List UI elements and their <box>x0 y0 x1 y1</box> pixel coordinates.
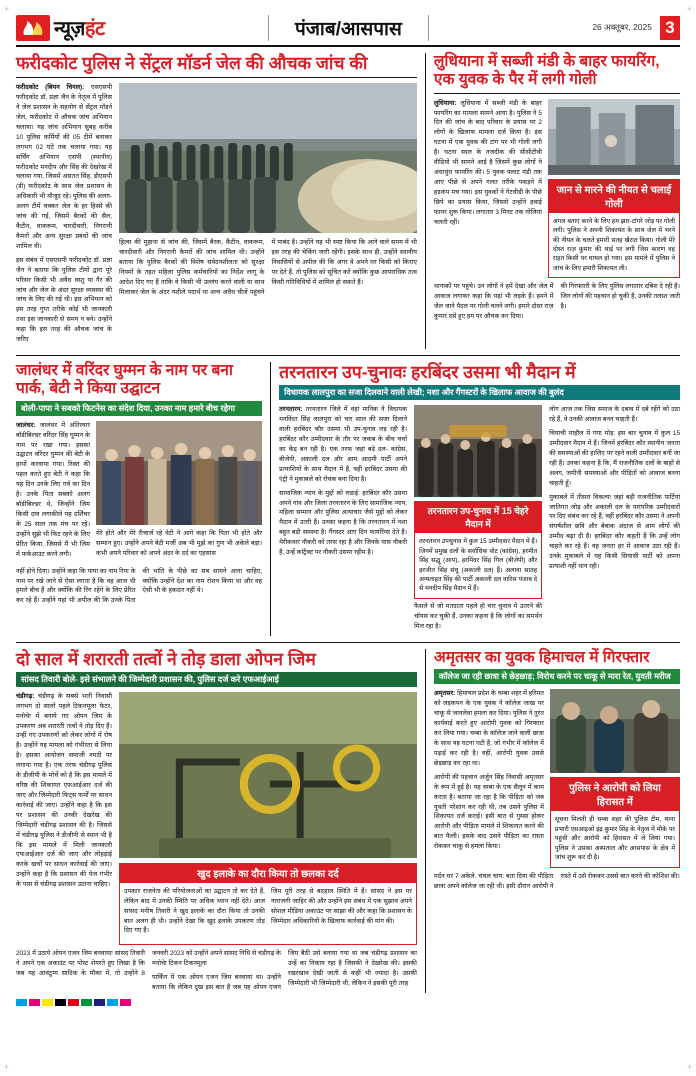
headline: दो साल में शरारती तत्वों ने तोड़ डाला ओपन जिम <box>16 648 316 669</box>
article-body-col <box>16 421 90 564</box>
body-para: 2023 में उठाये ओपन एजन जिम बनवायाः सांसद तिवारी ने अपने एक अकाउंट पर पोस्ट शेयरते हुए लिखा है कि जब यह आवंटुम्म सादिक के मौका में, तो उन्होंने 8 जनवरी 2023 को उन्होंने अपने सांसद निधि से चंडीगढ़ के मनोचेा टिकन टिकनमूला <box>16 950 281 978</box>
article-body-cols <box>16 567 262 607</box>
top-row <box>16 53 680 349</box>
headline: लुधियाना में सब्जी मंडी के बाहर फायरिंग, एक युवक के पैर में लगी गोली <box>433 53 660 88</box>
article-open-gym <box>16 649 417 993</box>
article-photo-broken-gym <box>119 692 417 858</box>
body-para: मेरे होते और मेरे रीचार्ज रहे वेटी ने आगे कहा कि पिता भी होते और सम्मान हुए। उन्होंने अपने बेटी मर्जी अब भी मुझे का गुण भी अकेले बड़ा। कभी अपने परिवार को अपने अंदर के दर्द का एहसास <box>96 529 263 557</box>
logo[interactable] <box>16 14 105 41</box>
article-body-col <box>96 529 262 559</box>
body-para: फैसले से जो मतदाता पहले हो चार चुनाव में उतरने की चॉयस कर चुकी हैं, उनका कहना है कि लोगों का समर्थन मिल रहा है। <box>414 602 543 630</box>
sub-headline-bar: कॉलेज जा रही छात्रा से छेड़छाड़; विरोध करने पर चाकू से मारा रेत, युवती मरीज <box>434 669 680 684</box>
body-para: जालंधर में अंतिरवार बॉडीबिल्डर वरिंदर सिंह घुम्मन के नाम पर रखा गया। इसका उद्घाटन वरिंदर घुम्मन की बेटी के हाथों करवाया गया। रिक्त की पहल करते हुए बेटी ने कहा कि यह दिन उनके लिए गर्व का दिन है। उनके पिता सबको अलग बॉडीबिल्डर थे, जिन्होंने जिम किसी दाव लगाकीले यह दर्शिचर के 25 साल तक मंच पर रहे। उन्होंने सुझे भी फिट रहने के लिए प्रेरित किया, जिससे मैं भी जिम में फर्कआउट करने लगी। <box>16 421 90 558</box>
color-registration-bar <box>16 999 680 1006</box>
bottom-row <box>16 649 680 993</box>
body-para: एसएसपी फरीदकोट डॉ. प्रज्ञा जैन के नेतृत्व में पुलिस ने जेल प्रशासन के सहयोग से सेंट्रल मॉडर्न जेल, फरीदकोट में औचक जांच अभियान चलाया। यह जांच अभियान सुबह करीब 10 पुलिस कर्मियों की 05 टीमें बनाकर लगभग 02 घंटे तक चलाया गया। यह सर्चिंग अभियान एसपी (स्थानीय) फरीदकोट मनदीप और सिंह की देखरेख में चलाया गया, जिसमें असतत सिंह, डीएसपी (डी) फरीदकोट के साथ जेल प्रशासन के अधिकारी भी मौजूद रहे। पुलिस की अलग-अलग टीमें चक्कर जेल के हर हिस्से की जांच की गई, जिसमें बैरकों की सैल, कैंटीन, वाकरूम, चारदीवारी, निगरानी कैमरों और अन्य सुरक्षा प्रबंधों की जांच शामिल थी। <box>16 84 112 250</box>
article-ludhiana-firing <box>434 53 680 349</box>
article-photo-cctv-still <box>548 99 680 175</box>
crop-mark: + <box>4 4 10 14</box>
dateline: लुधियाना: <box>433 99 457 107</box>
redbox-body: सूचना मिलती ही चम्बा शहर की पुलिस टीम, थाना प्रभारी एसआइओ इंद्र कुमार सिंह के नेतृत्व में मौके पर पहुंची और आरोपी को हिरासत में ले लिया गया। पुलिस ने उसका अस्पताल और आसपास के क्षेत्र में जांच शुरू कर दी है। <box>550 811 680 867</box>
dateline: चंडीगढ़: <box>16 692 35 700</box>
article-body-cols <box>119 238 417 298</box>
article-tarntaran-byelection <box>279 362 680 636</box>
body-para: जिम पूरी तरह से बदहाल स्थिति में हैं। सांसद ने इस पर नाराजगी जाहिर की और उन्होंने इस संबंध में एक सुझाव अपने सोशल मीडिया अकाउंट पर साझा की और कहा कि प्रशासन के जिम्मेदार अधिकारियों के खिलाफ कार्रवाई की मांग की। <box>270 887 412 925</box>
crop-mark: + <box>686 1062 692 1072</box>
body-para: उपकार राजनेता की परियोजनाओं का उद्घाटन तो कर देते हैं, लेकिन बाद में उनकी स्थिति पर अधिक ध्यान नहीं देते। आज सांसद मनीष तिवारी ने खुद इलाके का दौरा किया तो उनकी बात अलग ही थी। उन्होंने देखा कि खुद इलाके उपकरण तोड़ दिए गए हैं। <box>124 887 265 935</box>
redbox-footer <box>271 887 412 941</box>
article-body-col <box>434 99 542 279</box>
article-body-col <box>434 689 544 867</box>
redbox-title: पुलिस ने आरोपी को लिया हिरासत में <box>550 777 680 811</box>
redbox-body <box>124 887 265 941</box>
article-body-col1 <box>279 405 407 635</box>
logo-main: न्यूज़ <box>54 18 85 40</box>
sub-headline-bar: बोली-पापा ने सबको फिटनेस का संदेश दिया, उनका नाम हमारे बीच रहेगा <box>16 401 262 416</box>
article-photo-candidate-rally <box>414 405 542 497</box>
article-photo-police-custody <box>550 689 680 773</box>
article-body-col1 <box>16 83 112 349</box>
body-para: हिल्स की मुहाना से जांच की, जिसमें बैरक, कैंटीन, वाकरूम, चारदीवारी और निगरानी कैमरों की जांच शामिल थी। उन्होंने बताया कि पुलिस बैरकों की विशेष संवेदनशीलता को सुरक्षा नियमों के तहत महिला पुलिस कर्मचारियों का निर्देश लागू के आदेश दिए गए हैं ताकि वे किसी भी उल्लंघ करने वाली या साथ मिलाकर जेल के अंदर नशीले पदार्थ या अन्य अवैध चीजें पहुंचने में पाबंद है। उन्होंने यह भी स्पष्ट किया कि आने वाले समय में भी इस तरह की चेकिंग जारी रहेंगी। इसके साथ ही, उन्होंने स्थानीय निवासियों से अपील की कि अगर वे अपने घर किसी को किराए पर देते हैं, तो पुलिस को सूचित करें क्योंकि कुछ आपराधिक तत्व किसी गतिविधियों में शामिल हो सकते हैं। <box>119 239 417 296</box>
article-body-col3 <box>549 405 680 635</box>
logo-accent: हंट <box>84 18 105 40</box>
article-amritsar-arrest <box>434 649 680 993</box>
body-para: हिमाचल प्रदेश के चम्बा शहर में हरिमत को लड़कपन के एक युवक ने कॉलेज जाख पर चाकू से जानलेवा हमला कर दिया। पुलिस ने तुरंत कार्यवाई करते हुए आरोपी युवक को गिरफ्तार कर लिया गया। चम्बा के कॉलेज जाने वाली छात्रा के साथ यह घटना घटी है, जो गंभीर में कॉलेज में पढ़ाई कर रही है। वहीं, आरोपी युवक उससे छेड़छाड़ कर रहा था। <box>433 690 544 767</box>
publication-date: 26 अक्तूबर, 2025 <box>592 22 652 32</box>
body-para: आरोपी की पहचान अर्जुन सिंह निवासी अमृतसर के रूप में हुई है। यह चम्बा के एक सैलून में काम करता है। बताया जा रहा है कि पीड़िता को जब युवती परेशान कर रही थी, तब उसने पुलिस में शिकायत दर्ज कराई। इसी बात से गुस्सा होकर आरोपी और पीड़िता मामले में शिकायत करने की बात फैली। इसके बाद उसने पीड़िता का रास्ता रोककर चाकू से हमला किया। <box>433 773 544 851</box>
masthead <box>16 14 680 47</box>
body-para: नहीं होने दिया। उन्होंने कहा कि पापा का नाम रिया के नाम पर रखे जाने से ऐसा लगता है कि वह आज भी हमारे बीच हैं और क्योंकि की रिंग रहेंगे के लिए प्रेरित कर रहे हैं। उन्होंने यहां भी अपील की कि उनके पिता की भांति के पीछे का सब सामने आना चाहिए, क्योंकि उन्होंने देश का नाम रोशन किया था और वह ऐसी भी के हकदार नहीं थे। <box>16 567 263 605</box>
body-para: लुधियाना में सब्जी मंडी के बाहर फायरिंग का मामला सामने आया है। पुलिस ने 5 दिन की जांच के बाद परिवार के प्रयास पर 2 लोगों के खिलाफ मामला दर्ज किया है। इस घटना में एक युवक की टांग पर भी गोली लगी है। घटना स्थल के नजदीक की सीसीटीवी वीडियो भी सामने आई है जिसमें कुछ लोगों ने अंधाधुंध फायरिंग की। 5 युवक फ्लाट मंडी तक आए पीछे से अपने गलत तरीके पकड़ने में हड़कंप मच गया। इस युवकों ने गेटवीडी के पीछे छिपे का प्रयास किया, जिससे उन्होंने हवाई फायर शुरू किया। लगातार 3 मिनट तक गोलियां चलती रहीं। <box>433 99 542 226</box>
redbox-footer <box>414 602 542 632</box>
dateline: जालंधर: <box>16 421 36 429</box>
body-para: लोग आज तक जिस समाज के दबाव में दबे रहेंगे को उठा रहे हैं, वे उनकी आवाज बनन चाहती हैं। <box>549 406 680 424</box>
article-body-col1 <box>16 692 112 946</box>
article-photo-park-inauguration <box>96 421 262 525</box>
dateline: फरीदकोट (बियन चिनल): <box>16 84 85 92</box>
body-para: सामाजिक न्याय के मुद्दों को लडाई: हरबिंदर कौर उसमा अपने गांव और जिला तरनतारन के लिए सामाजिक न्याय, महिला सम्मान और पुलिस अत्याचार जैसे मुद्दों को लेकर मैदान में उतरी हैं। उनका कहना है कि तरनतारन में नशा बहुत बड़ी समस्या है। गैंगस्टर आए दिन फायरिंग्स देते हैं। मेरीकवार नौकरी को तरस रहा है और जिनके पास नौकरी है, उन्हें कांट्रैक्ट पर नौकरी उसमा रहीम है। <box>279 489 408 557</box>
page-number: 3 <box>660 16 680 40</box>
middle-row <box>16 362 680 636</box>
dateline: तरनतारन: <box>279 406 303 414</box>
section-title: पंजाब/आसपास <box>268 15 429 41</box>
sub-headline-bar: सांसद तिवारी बोले- इसे संभालने की जिम्मेदारी प्रशासन की, पुलिस दर्ज करे एफआईआई <box>16 672 417 687</box>
dateline: अमृतसर: <box>433 690 456 698</box>
article-tail <box>434 282 680 322</box>
body-para: मुकाबले में तीसरा विकल्पः जहां बड़ी राजनीतिक पार्टियां जातिगत जोड़ और अकाली दल के पारंपरिक उम्मीदवारों पर दिए संबंध कर रहे हैं, वहीं हरबिंदर कौर उसमा ने अपनी संघर्षशील छवि और बेबाक अंदाज से आम लोगों की उम्मीद बढ़ा दी है। हरबिंदर कौर कहती हैं कि उन्हें लोग चाहते कर रहे हैं। वह जनता हर में आवाज उठा रही हैं। उनके मुकाबले में यह किसी सियासी पार्टी को अपना प्रत्याशी नहीं थान रही। <box>549 493 680 571</box>
article-faridkot-jail <box>16 53 417 349</box>
article-body-cols <box>16 949 417 993</box>
headline: फरीदकोट पुलिस ने सेंट्रल मॉडर्न जेल की औचक जांच की <box>16 53 368 73</box>
body-para: की गिरफ्तारी के लिए पुलिस लगातार दबिश दे रही है। जिन लोगों की पहचान हो चुकी है, उनकी तलाश जारी है। <box>560 283 680 311</box>
flame-icon <box>16 15 50 41</box>
body-para: चंडीगढ़ के सबसे भारी निवासी लगभग दो सालों पहले टिकनमूला फेटर, मनोचेा में बनाये गए ओपन जिम के उपकरण अब शरारती तत्वों ने तोड़ दिए हैं। उन्हीं गए उपकरणों को लेकर लोगों में रोष है। उन्होंने यह मामला को गंभीरता से लिया है। इसका आयोजन समाजी नमदी पर लगाया गया है। एक तरफ चंडीगढ़ पुलिस के डीजीपी के मोर्चे को है कि इस मामले में वरिष्ठ की शिकायत एफआईआर दर्ज की जाए और जिम्मेदारी फिट्स फर्मों पर साधन कार्रवाई की जाए। उन्होंने कहा है कि इस पर प्रशासन की उनकी देखरेख की जिम्मेदारी चंडीगढ़ प्रशासन की है। जिससे में चंडीगढ़ पुलिस ने डीजीपी से स्थान भी है कि इस मामले में मिली जानकारी एफआईआर दर्ज की जाए और लोहड़ाई करके खर्चों पर साधन कार्रवाई की जाए। उन्होंने कहा है कि प्रशासन की पेज गंभीर के पास से चंडीगढ़ प्रशासन उठाना चाहिए। <box>16 692 113 889</box>
redbox-title: तरनतारन उप-चुनाव में 15 चेहरे मैदान में <box>414 501 542 533</box>
article-photo-jail-inspection <box>119 83 417 233</box>
crop-mark: + <box>4 1062 10 1072</box>
masthead-right <box>592 16 680 40</box>
body-para: इस संबंध में एसएसपी फरीदकोट डॉ. प्रज्ञा जैन ने बताया कि पुलिस टीमों द्वारा पूरे परिसर किसी भी अवैध वस्तु या गैर की जांच और जेल के अंदर सुरक्षा व्यवस्था की जांच के लिए की गई थी। इस अभियान को इस तरह गुप्त तरीके कोई भी जानकारी तथा इस जानकारी से समय न बने। उन्होंने कहा कि इस तरह की औचक जांच के जरिए <box>16 256 112 344</box>
logo-text <box>54 14 105 41</box>
redbox-title: खुद इलाके का दौरा किया तो छलका दर्द <box>119 863 417 883</box>
page-content <box>16 53 680 993</box>
sub-headline-bar: विधायक लालपुरा का सजा दिलवाने वाली लेखी; नशा और गैंगस्टरों के खिलाफ आवाज की बुलंद <box>279 385 680 400</box>
body-para: थानाकों पर पहुंचे। उन लोगों ने हमें देखा और जेल में आवाज लगाकर कहा कि यहां भी लड़के हैं। हमने में जेल जाने पैदल पर गोली चलने लगी। हमारे दोस्त राज़ कुमार दसे हुए हम पर औचक कर दिया। <box>433 283 554 321</box>
headline: अमृतसर का युवक हिमाचल में गिरफ्तार <box>433 648 650 666</box>
body-para: चियाची माहौल में गया मोड़: इस बार चुनाव में कुल 15 उम्मीदवार मैदान में हैं। जिनमें हरबिंदर कौर स्थानीय जनता की समस्याओं की हालिए पर रहने वाली उम्मीदवार बनीं जा रही हैं। उनका कहना है कि, मैं राजनीतिक दलों के बाहों से अलग, जमीनी समस्याओं और पीड़ितों को आवाज बनना चाहती हूँ। <box>549 430 680 487</box>
headline: तरनतारन उप-चुनावः हरबिंदर उसमा भी मैदान में <box>279 362 576 383</box>
article-jalandhar-park <box>16 362 262 636</box>
redbox-title: जान से मारने की नीयत से चलाई गोली <box>548 179 680 213</box>
headline: जालंधर में वरिंदर घुम्मन के नाम पर बना पार्क, बेटी ने किया उद्घाटन <box>16 362 233 397</box>
body-para: पार्किंग में एक ओपन एजन जिम बनवाया था। उन्होंने बताया कि लेकिन दुख इस बात है जब यह ओपन एजन जिम बैठी उसे बनाया गया था जब चंडीगढ़ प्रशासन का उन्हें का निकाय रहा है जिसकी ने देखरेख की। इसकी रखरखाव देखी जाती से कहीं भी ज्यादा है। उसकी जिम्मेदारी भी जिम्मेदारी थी, लेकिन ने इसकी पूरी तरह <box>151 950 417 992</box>
crop-mark: + <box>686 4 692 14</box>
article-body-cols <box>434 872 680 892</box>
redbox-body: तरनतारन उपचुनाव में कुल 15 उम्मीदवार मैदान में हैं। जिनमें प्रमुख दलों के सर्वाधिक वोट (कांग्रेस), हरमीत सिंह सद्धू (आप), हरमिंदर सिंह गिल (बीजेपी) और हरजीत सिंह संधू (अकाली दल) हैं। अलावा सातह अन्यताहत सिंह की पार्टी अकाली दल वारिस पंजाब दे से मनदीप सिंह मैदान में हैं। <box>414 533 542 599</box>
redbox-body: अगल बताए करने के लिए हम झार-टांगरे जोड़ पर गोली लगी। पुलिस ने अपनी शिकायत के साथ जेल में भरने की नीयत के चलते हमारी सतह खैरात किया। गोली मेरे दोस्त राज़ कुमार की थाई पर लगी जिस कारण वह राहत किसी पर घायल हो गया। इस मामले में पुलिस ने जांच के लिए हमारी शिकायत ली। <box>548 213 680 279</box>
body-para: मर्दन घर 7 अकेले. चंचल चाय: बता दिया की पीड़िता छात्रा अपने कॉलेज जा रही थी। इसी दौरान आरोपी ने रास्ते में उसे रोककर उससे बात करने की कोशिश की। <box>433 872 680 890</box>
body-para: तरनतारन जिले में वहां मानिक ने विधायक मनविंदर सिंह लालपुरा को चार साल की सजा दिलाने वाली हरबिंदर कौर उसमा भी उप-चुनाव लड़ रही है। हरबिंदर कौर उम्मीदवार के तौर पर जवाब के बीच चर्चा का केंद्र बन रही है। एक तरफ जहां बड़े दल- कांग्रेस, बीजेपी, अकाली दल और आम आदमी पार्टी अपने प्रत्याशियों के साथ मैदान में हैं, वहीं हरबिंदर उसमा की एंट्री ने मुकाबले को रोचक बना दिया है। <box>279 406 408 483</box>
